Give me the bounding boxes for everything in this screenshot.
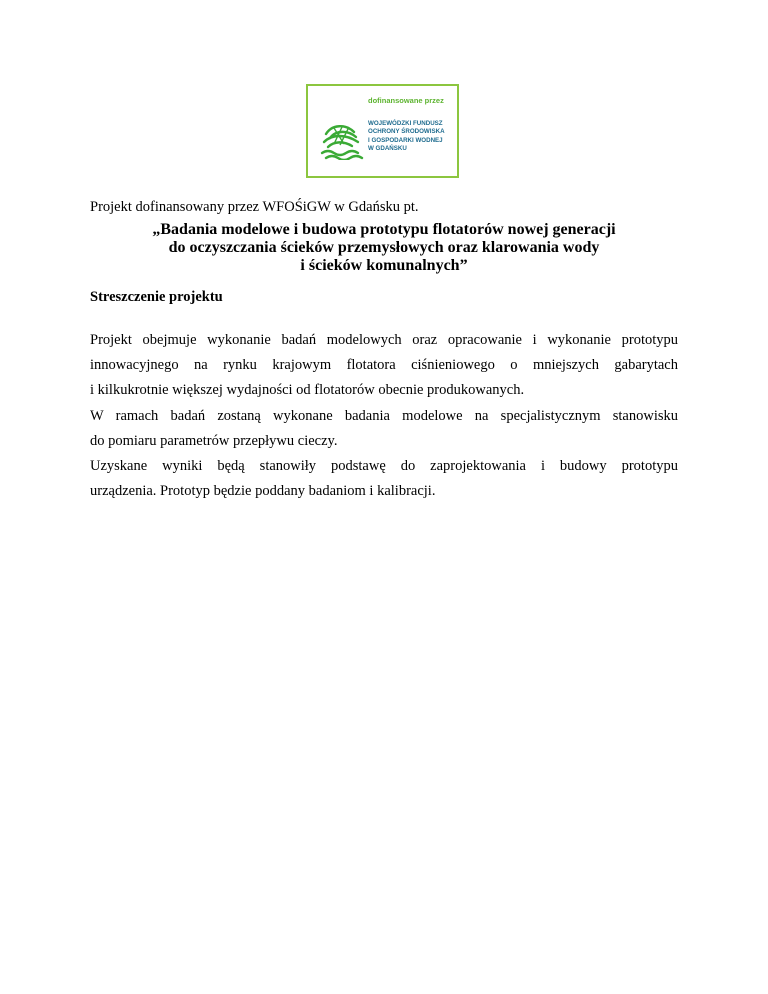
title-line: do oczyszczania ścieków przemysłowych oraz klarowania wody	[168, 239, 600, 256]
project-title	[90, 221, 678, 275]
body-line: W ramach badań zostaną wykonane badania modelowe na specjalistycznym stanowisku	[90, 407, 678, 424]
section-heading: Streszczenie projektu	[90, 289, 223, 305]
funding-logo	[306, 84, 459, 178]
logo-line: I GOSPODARKI WODNEJ	[368, 136, 443, 144]
fish-wave-emblem-icon	[320, 120, 364, 160]
logo-fund-name	[368, 120, 445, 154]
body-line: innowacyjnego na rynku krajowym flotatora ciśnieniowego o mniejszych gabarytach	[90, 357, 678, 374]
logo-line: W GDAŃSKU	[368, 145, 407, 153]
logo-header-text: dofinansowane przez	[368, 96, 444, 105]
project-summary	[90, 328, 678, 504]
intro-text: Projekt dofinansowany przez WFOŚiGW w Gdańsku pt.	[90, 199, 419, 215]
logo-line: OCHRONY ŚRODOWISKA	[368, 128, 445, 136]
body-line: urządzenia. Prototyp będzie poddany badaniom i kalibracji.	[90, 483, 436, 500]
body-line: Projekt obejmuje wykonanie badań modelowych oraz opracowanie i wykonanie prototypu	[90, 332, 678, 348]
title-line: i ścieków komunalnych”	[300, 257, 468, 274]
body-line: Uzyskane wyniki będą stanowiły podstawę do zaprojektowania i budowy prototypu	[90, 457, 678, 474]
body-line: do pomiaru parametrów przepływu cieczy.	[90, 432, 338, 449]
title-line: „Badania modelowe i budowa prototypu flotatorów nowej generacji	[152, 221, 616, 238]
logo-line: WOJEWÓDZKI FUNDUSZ	[368, 120, 443, 127]
body-line: i kilkukrotnie większej wydajności od flotatorów obecnie produkowanych.	[90, 382, 525, 399]
